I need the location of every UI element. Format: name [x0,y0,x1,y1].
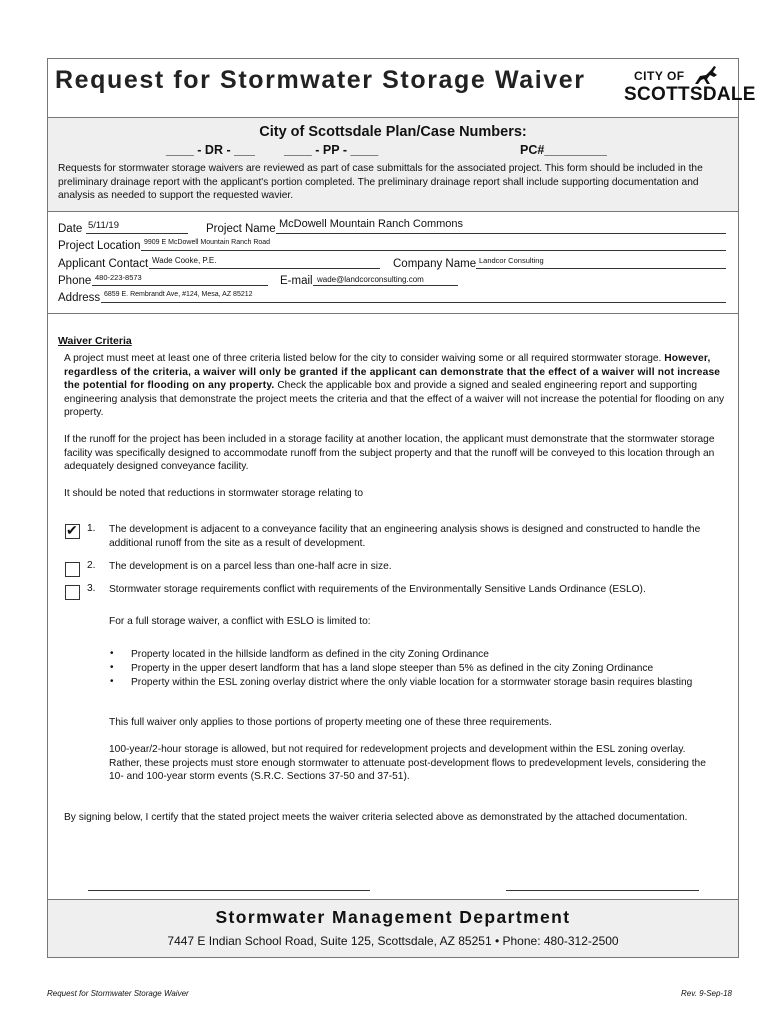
applicant-contact-field[interactable]: Wade Cooke, P.E. [152,256,217,265]
criteria-1-number: 1. [87,523,96,534]
department-address: 7447 E Indian School Road, Suite 125, Scottsdale, AZ 85251 • Phone: 480-312-2500 [167,934,619,948]
criteria-3-number: 3. [87,583,96,594]
email-label: E-mail [280,275,313,287]
eslo-bullet-2: Property in the upper desert landform that has a land slope steeper than 5% as defined in the city Zoning Ordinance [131,663,654,674]
footer-form-name: Request for Stormwater Storage Waiver [47,989,189,998]
rider-icon [692,64,722,86]
certification-text: By signing below, I certify that the stated project meets the waiver criteria selected above as demonstrated by the attached documentation. [64,812,688,823]
criteria-2-number: 2. [87,560,96,571]
checkmark-icon: ✔ [66,522,78,538]
full-waiver-note: This full waiver only applies to those portions of property meeting one of these three requirements. [109,717,552,728]
bullet-icon: • [110,676,114,687]
date-field[interactable]: 5/11/19 [88,220,119,231]
pc-number-field[interactable]: PC#_________ [520,143,607,157]
email-field[interactable]: wade@landcorconsulting.com [317,275,424,284]
eslo-bullet-1: Property located in the hillside landform as defined in the city Zoning Ordinance [131,649,489,660]
company-name-label: Company Name [393,258,477,270]
criteria-p1-instructions: Check the applicable box and provide a signed and sealed engineering report and supporting engineering analysis that demonstrate the project meets the criteria and that the effect of a waiver will not increase the potential for flooding on any property. [64,380,725,419]
criteria-3-text: Stormwater storage requirements conflict with requirements of the Environmentally Sensitive Lands Ordinance (ESLO). [109,584,646,595]
case-numbers-title: City of Scottsdale Plan/Case Numbers: [259,124,527,140]
project-name-label: Project Name [206,223,276,235]
city-logo [620,68,756,112]
page-title: Request for Stormwater Storage Waiver [55,66,586,94]
address-label: Address [58,292,101,304]
criteria-2-checkbox[interactable] [65,562,80,577]
department-name: Stormwater Management Department [215,907,571,927]
applicant-contact-label: Applicant Contact [58,258,149,270]
waiver-criteria-heading: Waiver Criteria [58,335,132,347]
bullet-icon: • [110,648,114,659]
criteria-1-text: The development is adjacent to a conveyance facility that an engineering analysis shows is designed and constructed to handle the additional runoff from the site as a result of development. [109,524,701,549]
criteria-p1-bold: However, regardless of the criteria, a waiver will only be granted if the applicant can demonstrate that the effect of a waiver will not increase the potential for flooding on any property. [64,353,721,392]
date-label: Date [58,223,83,235]
footer-revision: Rev. 9-Sep-18 [681,989,732,998]
logo-scottsdale: SCOTTSDALE [624,84,756,105]
criteria-1-checkbox[interactable] [65,524,80,539]
pp-number-field[interactable]: ____ - PP - ____ [284,143,379,157]
logo-city-of: CITY OF [634,69,685,83]
criteria-paragraph-1 [64,352,728,420]
company-name-field[interactable]: Landcor Consulting [479,256,544,265]
project-location-label: Project Location [58,240,141,252]
storage-note: 100-year/2-hour storage is allowed, but not required for redevelopment projects and development within the ESL zoning overlay. Rather, these projects must store enough stormwater to attenuate post-development flows to predevelopment levels, considering the 10- and 100-year storm events (S.R.C. Sections 37-50 and 37-51). [109,744,706,783]
project-name-field[interactable]: McDowell Mountain Ranch Commons [279,218,464,230]
address-field[interactable]: 6859 E. Rembrandt Ave, #124, Mesa, AZ 85212 [104,291,253,298]
signature-date-line[interactable] [506,890,699,891]
section-divider [48,313,738,314]
dr-number-field[interactable]: ____ - DR - ___ [166,143,255,157]
criteria-paragraph-3: It should be noted that reductions in stormwater storage relating to [64,488,364,499]
phone-field[interactable]: 480-223-8573 [95,273,142,282]
criteria-p1-intro: A project must meet at least one of three criteria listed below for the city to consider waiving some or all required stormwater storage. [64,353,662,364]
signature-line[interactable] [88,890,370,891]
criteria-2-text: The development is on a parcel less than one-half acre in size. [109,561,392,572]
project-location-field[interactable]: 9909 E McDowell Mountain Ranch Road [144,239,271,246]
eslo-intro: For a full storage waiver, a conflict with ESLO is limited to: [109,616,371,627]
eslo-bullet-3: Property within the ESL zoning overlay district where the only viable location for a stormwater storage basin requires blasting [131,677,693,688]
intro-text: Requests for stormwater storage waivers are reviewed as part of case submittals for the associated project. This form should be included in the preliminary drainage report with the applicant's portion completed. The preliminary drainage report shall include supporting documentation and analysis as needed to support the requested wavier. [58,163,703,202]
criteria-paragraph-2: If the runoff for the project has been included in a storage facility at another location, the applicant must demonstrate that the stormwater storage facility was specifically designed to accommodate runoff from the subject property and that the runoff will be conveyed to this location through an adequately designed conveyance facility. [64,434,715,473]
criteria-3-checkbox[interactable] [65,585,80,600]
phone-label: Phone [58,275,92,287]
bullet-icon: • [110,662,114,673]
